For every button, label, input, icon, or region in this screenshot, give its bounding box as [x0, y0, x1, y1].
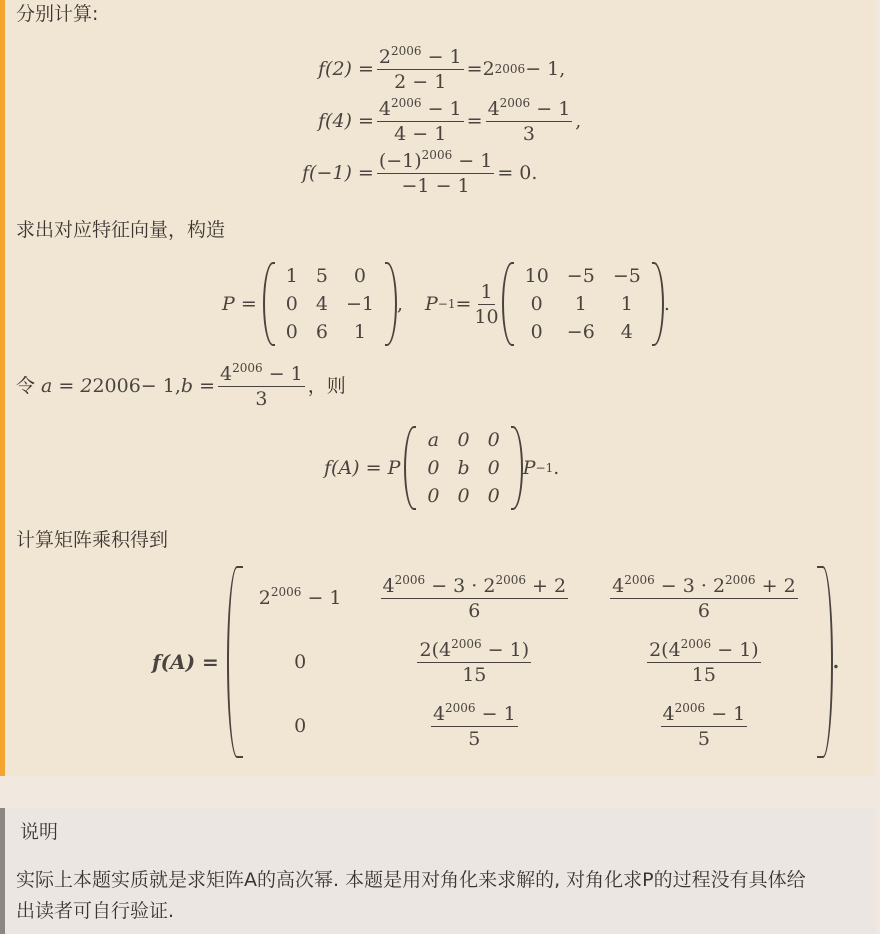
fA-result-lhs: f(A) = [152, 650, 219, 674]
matrix-P: 1 5 0 0 4 −1 0 6 1 [263, 262, 397, 346]
heading-eigenvectors: 求出对应特征向量，构造 [16, 219, 226, 241]
f2-fraction: $\frac{2^{2006} - 1}{2 - 1}$ [378, 43, 462, 93]
P-label: P = [222, 293, 257, 315]
fm1-fraction: $\frac{(-1)^{2006} - 1}{-1 - 1}$ [378, 147, 493, 197]
let-a-b: 令 a = 2 2006 − 1, b = $\frac{4^{2006} - 1}{3}$ ，则 [16, 360, 346, 410]
eq-P-and-Pinv: P = 1 5 0 0 4 −1 0 6 1 , P −1 = $\frac{1}{10}$ 10 −5 −5 0 1 1 0 −6 4 . [222, 262, 670, 346]
Pinv-scalar: $\frac{1}{10}$ [474, 280, 499, 328]
heading-product: 计算矩阵乘积得到 [16, 529, 169, 551]
matrix-Pinv: 10 −5 −5 0 1 1 0 −6 4 [502, 262, 664, 346]
f4-lhs: f(4) = [318, 110, 374, 132]
f4-result-fraction: $\frac{4^{2006} - 1}{3}$ [487, 95, 571, 145]
ze-text: ，则 [307, 375, 346, 397]
fA-lhs: f(A) = P [324, 457, 401, 479]
b-fraction: $\frac{4^{2006} - 1}{3}$ [220, 360, 303, 410]
heading-compute: 分别计算: [16, 3, 99, 25]
f4-fraction: $\frac{4^{2006} - 1}{4 - 1}$ [378, 95, 462, 145]
eq-fA-diag: f(A) = P a 0 0 0 b 0 0 0 0 P −1 . [324, 426, 559, 510]
eq-fm1: f(−1) = $\frac{(-1)^{2006} - 1}{-1 - 1}$ = 0. [302, 147, 538, 197]
eq-f4: f(4) = $\frac{4^{2006} - 1}{4 - 1}$ = $\frac{4^{2006} - 1}{3}$ , [318, 95, 582, 145]
fm1-lhs: f(−1) = [302, 162, 374, 184]
Pinv-label: P [425, 293, 438, 315]
eq-fA-result: f(A) = $2^{2006} - 1$ $\frac{4^{2006} - 3 \cdot 2^{2006} + 2}{6}$ $\frac{4^{2006} - 3 \cdot 2^{2006} + 2}{6}$ 0 $\frac{2(4^{2006} - 1)}{15}$ $\frac{2(4^{2006} - 1)}{15}$ 0 $\frac{4^{2006} - 1}{5}$ $\frac{4^{2006} - 1}{5}$ . [152, 572, 839, 752]
matrix-fA: $2^{2006} - 1$ $\frac{4^{2006} - 3 \cdot 2^{2006} + 2}{6}$ $\frac{4^{2006} - 3 \cdot 2^{2006} + 2}{6}$ 0 $\frac{2(4^{2006} - 1)}{15}$ $\frac{2(4^{2006} - 1)}{15}$ 0 $\frac{4^{2006} - 1}{5}$ $\frac{4^{2006} - 1}{5}$ [227, 566, 833, 758]
matrix-D: a 0 0 0 b 0 0 0 0 [404, 426, 522, 510]
note-line-1: 实际上本题实质就是求矩阵A的高次幂. 本题是用对角化来求解的, 对角化求P的过程没有具体给 [16, 869, 806, 891]
ling-text: 令 [16, 375, 36, 397]
f2-lhs: f(2) = [318, 58, 374, 80]
note-title: 说明 [20, 821, 59, 843]
note-line-2: 出读者可自行验证. [16, 900, 175, 922]
eq-f2: f(2) = $\frac{2^{2006} - 1}{2 - 1}$ = 2 2006 − 1, [318, 43, 566, 93]
